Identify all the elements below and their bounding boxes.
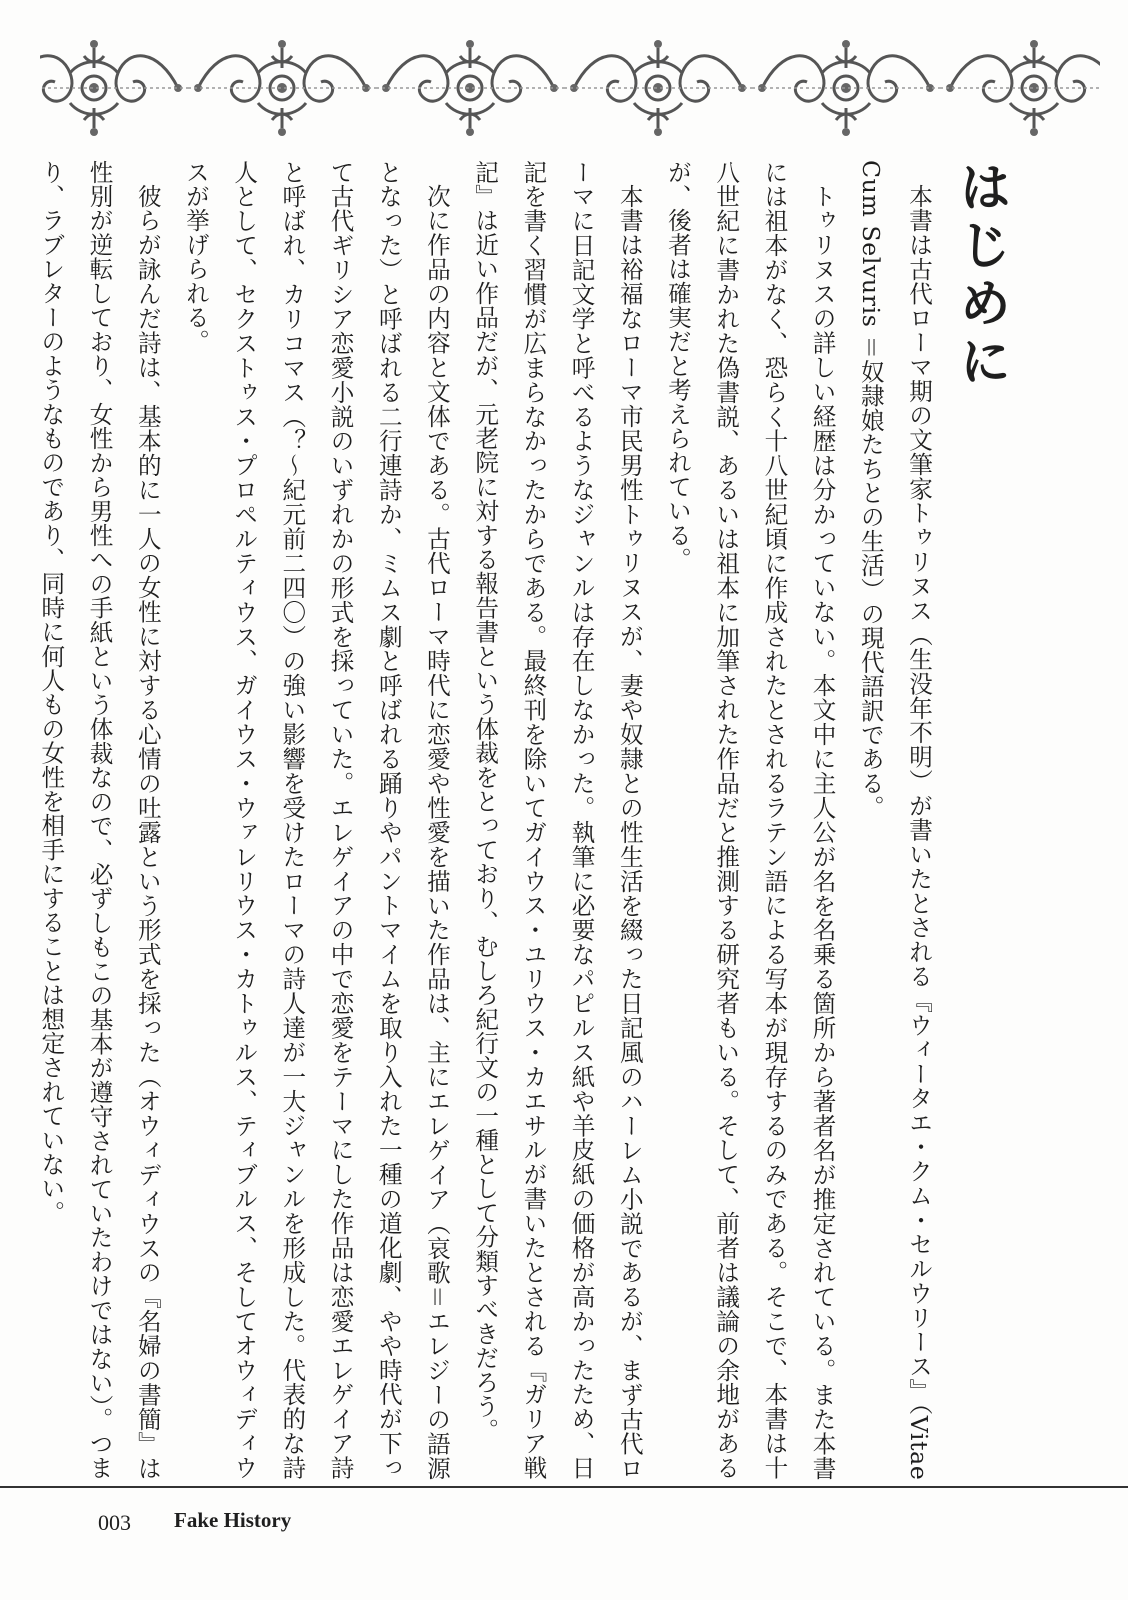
- paragraph: 次に作品の内容と文体である。古代ローマ時代に恋愛や性愛を描いた作品は、主にエレゲイア（哀歌＝エレジーの語源となった）と呼ばれる二行連詩か、ミムス劇と呼ばれる踊りやパントマイムを取り入れた一種の道化劇、やや時代が下って古代ギリシア恋愛小説のいずれかの形式を採っていた。エレゲイアの中で恋愛をテーマにした作品は恋愛エレゲイア詩と呼ばれ、カリコマス（？～紀元前二四〇）の強い影響を受けたローマの詩人達が一大ジャンルを形成した。代表的な詩人として、セクストゥス・プロペルティウス、ガイウス・ウァレリウス・カトゥルス、ティブルス、そしてオウィディウスが挙げられる。: [181, 160, 451, 1480]
- ornamental-border-icon: [0, 28, 1128, 146]
- paragraph: トゥリヌスの詳しい経歴は分かっていない。本文中に主人公が名を名乗る箇所から著者名が推定されている。また本書には祖本がなく、恐らく十八世紀頃に作成されたとされるラテン語による写本が現存するのみである。そこで、本書は十八世紀に書かれた偽書説、あるいは祖本に加筆された作品だと推測する研究者もいる。そして、前者は議論の余地があるが、後者は確実だと考えられている。: [663, 160, 837, 1480]
- chapter-title: はじめに: [950, 160, 1010, 392]
- paragraph: 彼らが詠んだ詩は、基本的に一人の女性に対する心情の吐露という形式を採った（オウィディウスの『名婦の書簡』は性別が逆転しており、女性から男性への手紙という体裁なので、必ずしもこの基本が遵守されていたわけではない）。つまり、ラブレターのようなものであり、同時に何人もの女性を相手にすることは想定されていない。: [37, 160, 162, 1480]
- footer-divider: [0, 1486, 1128, 1488]
- paragraph: 本書は古代ローマ期の文筆家トゥリヌス（生没年不明）が書いたとされる『ウィータエ・クム・セルウリース』（Vitae Cum Selvuris ＝奴隷娘たちとの生活）の現代語訳である。: [856, 160, 933, 1480]
- body-text-area: [37, 160, 1018, 1480]
- paragraph: 本書は裕福なローマ市民男性トゥリヌスが、妻や奴隷との性生活を綴った日記風のハーレム小説であるが、まず古代ローマに日記文学と呼べるようなジャンルは存在しなかった。執筆に必要なパピルス紙や羊皮紙の価格が高かったため、日記を書く習慣が広まらなかったからである。最終刊を除いてガイウス・ユリウス・カエサルが書いたとされる『ガリア戦記』は近い作品だが、元老院に対する報告書という体裁をとっており、むしろ紀行文の一種として分類すべきだろう。: [471, 160, 644, 1480]
- page-number: 003: [98, 1510, 131, 1535]
- running-title: Fake History: [174, 1508, 292, 1532]
- vertical-text-column: [37, 160, 1018, 1480]
